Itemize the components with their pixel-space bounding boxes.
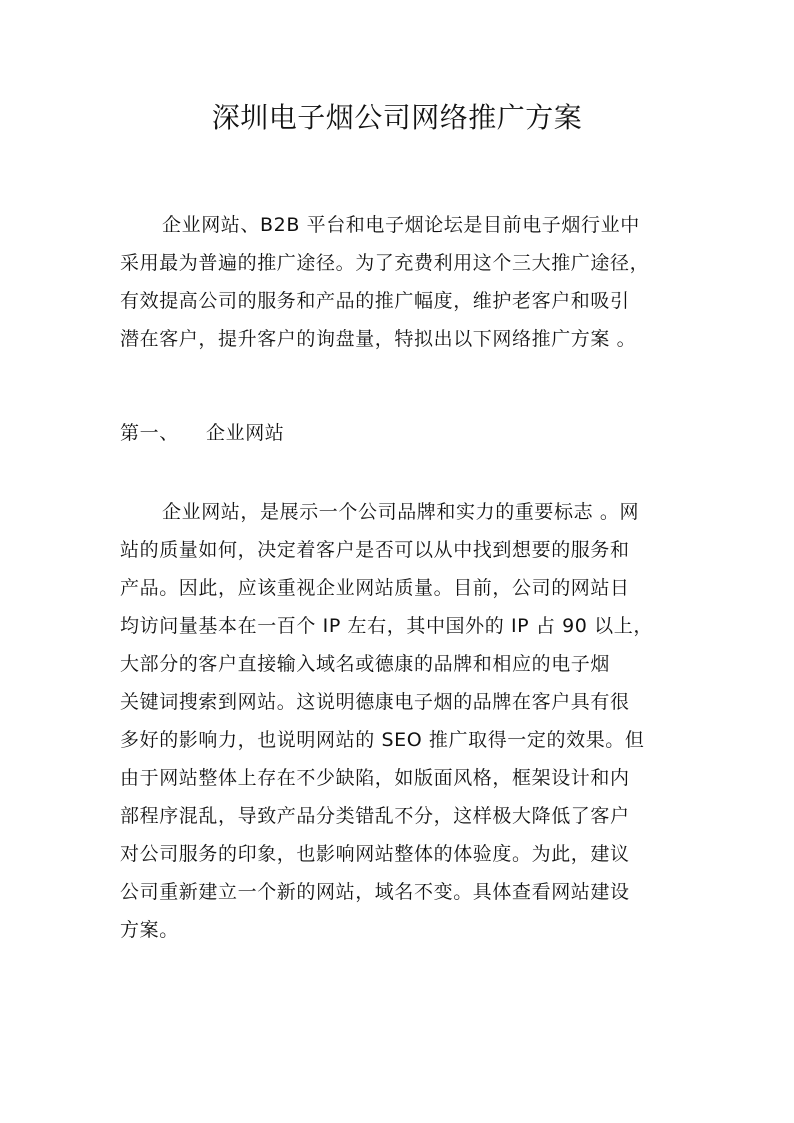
section-title: 企业网站	[206, 422, 285, 444]
section-line-7: 多好的影响力，也说明网站的 SEO 推广取得一定的效果。但	[120, 729, 645, 751]
section-line-4: 均访问量基本在一百个 IP 左右，其中国外的 IP 占 90 以上，	[120, 615, 653, 637]
intro-line-2: 采用最为普遍的推广途径。为了充费利用这个三大推广途径，	[120, 252, 650, 274]
intro-line-1: 企业网站、B2B 平台和电子烟论坛是目前电子烟行业中	[162, 214, 640, 236]
section-line-5: 大部分的客户直接输入域名或德康的品牌和相应的电子烟	[120, 653, 611, 675]
section-line-10: 对公司服务的印象，也影响网站整体的体验度。为此，建议	[120, 843, 630, 865]
document-title: 深圳电子烟公司网络推广方案	[211, 101, 583, 134]
section-line-2: 站的质量如何，决定着客户是否可以从中找到想要的服务和	[120, 539, 630, 561]
section-line-11: 公司重新建立一个新的网站，域名不变。具体查看网站建设	[120, 881, 630, 903]
intro-line-3: 有效提高公司的服务和产品的推广幅度，维护老客户和吸引	[120, 290, 630, 312]
section-heading	[120, 414, 420, 452]
section-number: 第一、	[120, 422, 179, 444]
section-line-6: 关键词搜索到网站。这说明德康电子烟的品牌在客户具有很	[120, 691, 630, 713]
section-line-12: 方案。	[120, 919, 179, 941]
section-line-8: 由于网站整体上存在不少缺陷，如版面风格，框架设计和内	[120, 767, 630, 789]
section-line-3: 产品。因此，应该重视企业网站质量。目前，公司的网站日	[120, 577, 630, 599]
section-line-1: 企业网站，是展示一个公司品牌和实力的重要标志 。网	[162, 501, 640, 523]
section-line-9: 部程序混乱，导致产品分类错乱不分，这样极大降低了客户	[120, 805, 630, 827]
intro-line-4: 潜在客户，提升客户的询盘量，特拟出以下网络推广方案 。	[120, 328, 637, 350]
